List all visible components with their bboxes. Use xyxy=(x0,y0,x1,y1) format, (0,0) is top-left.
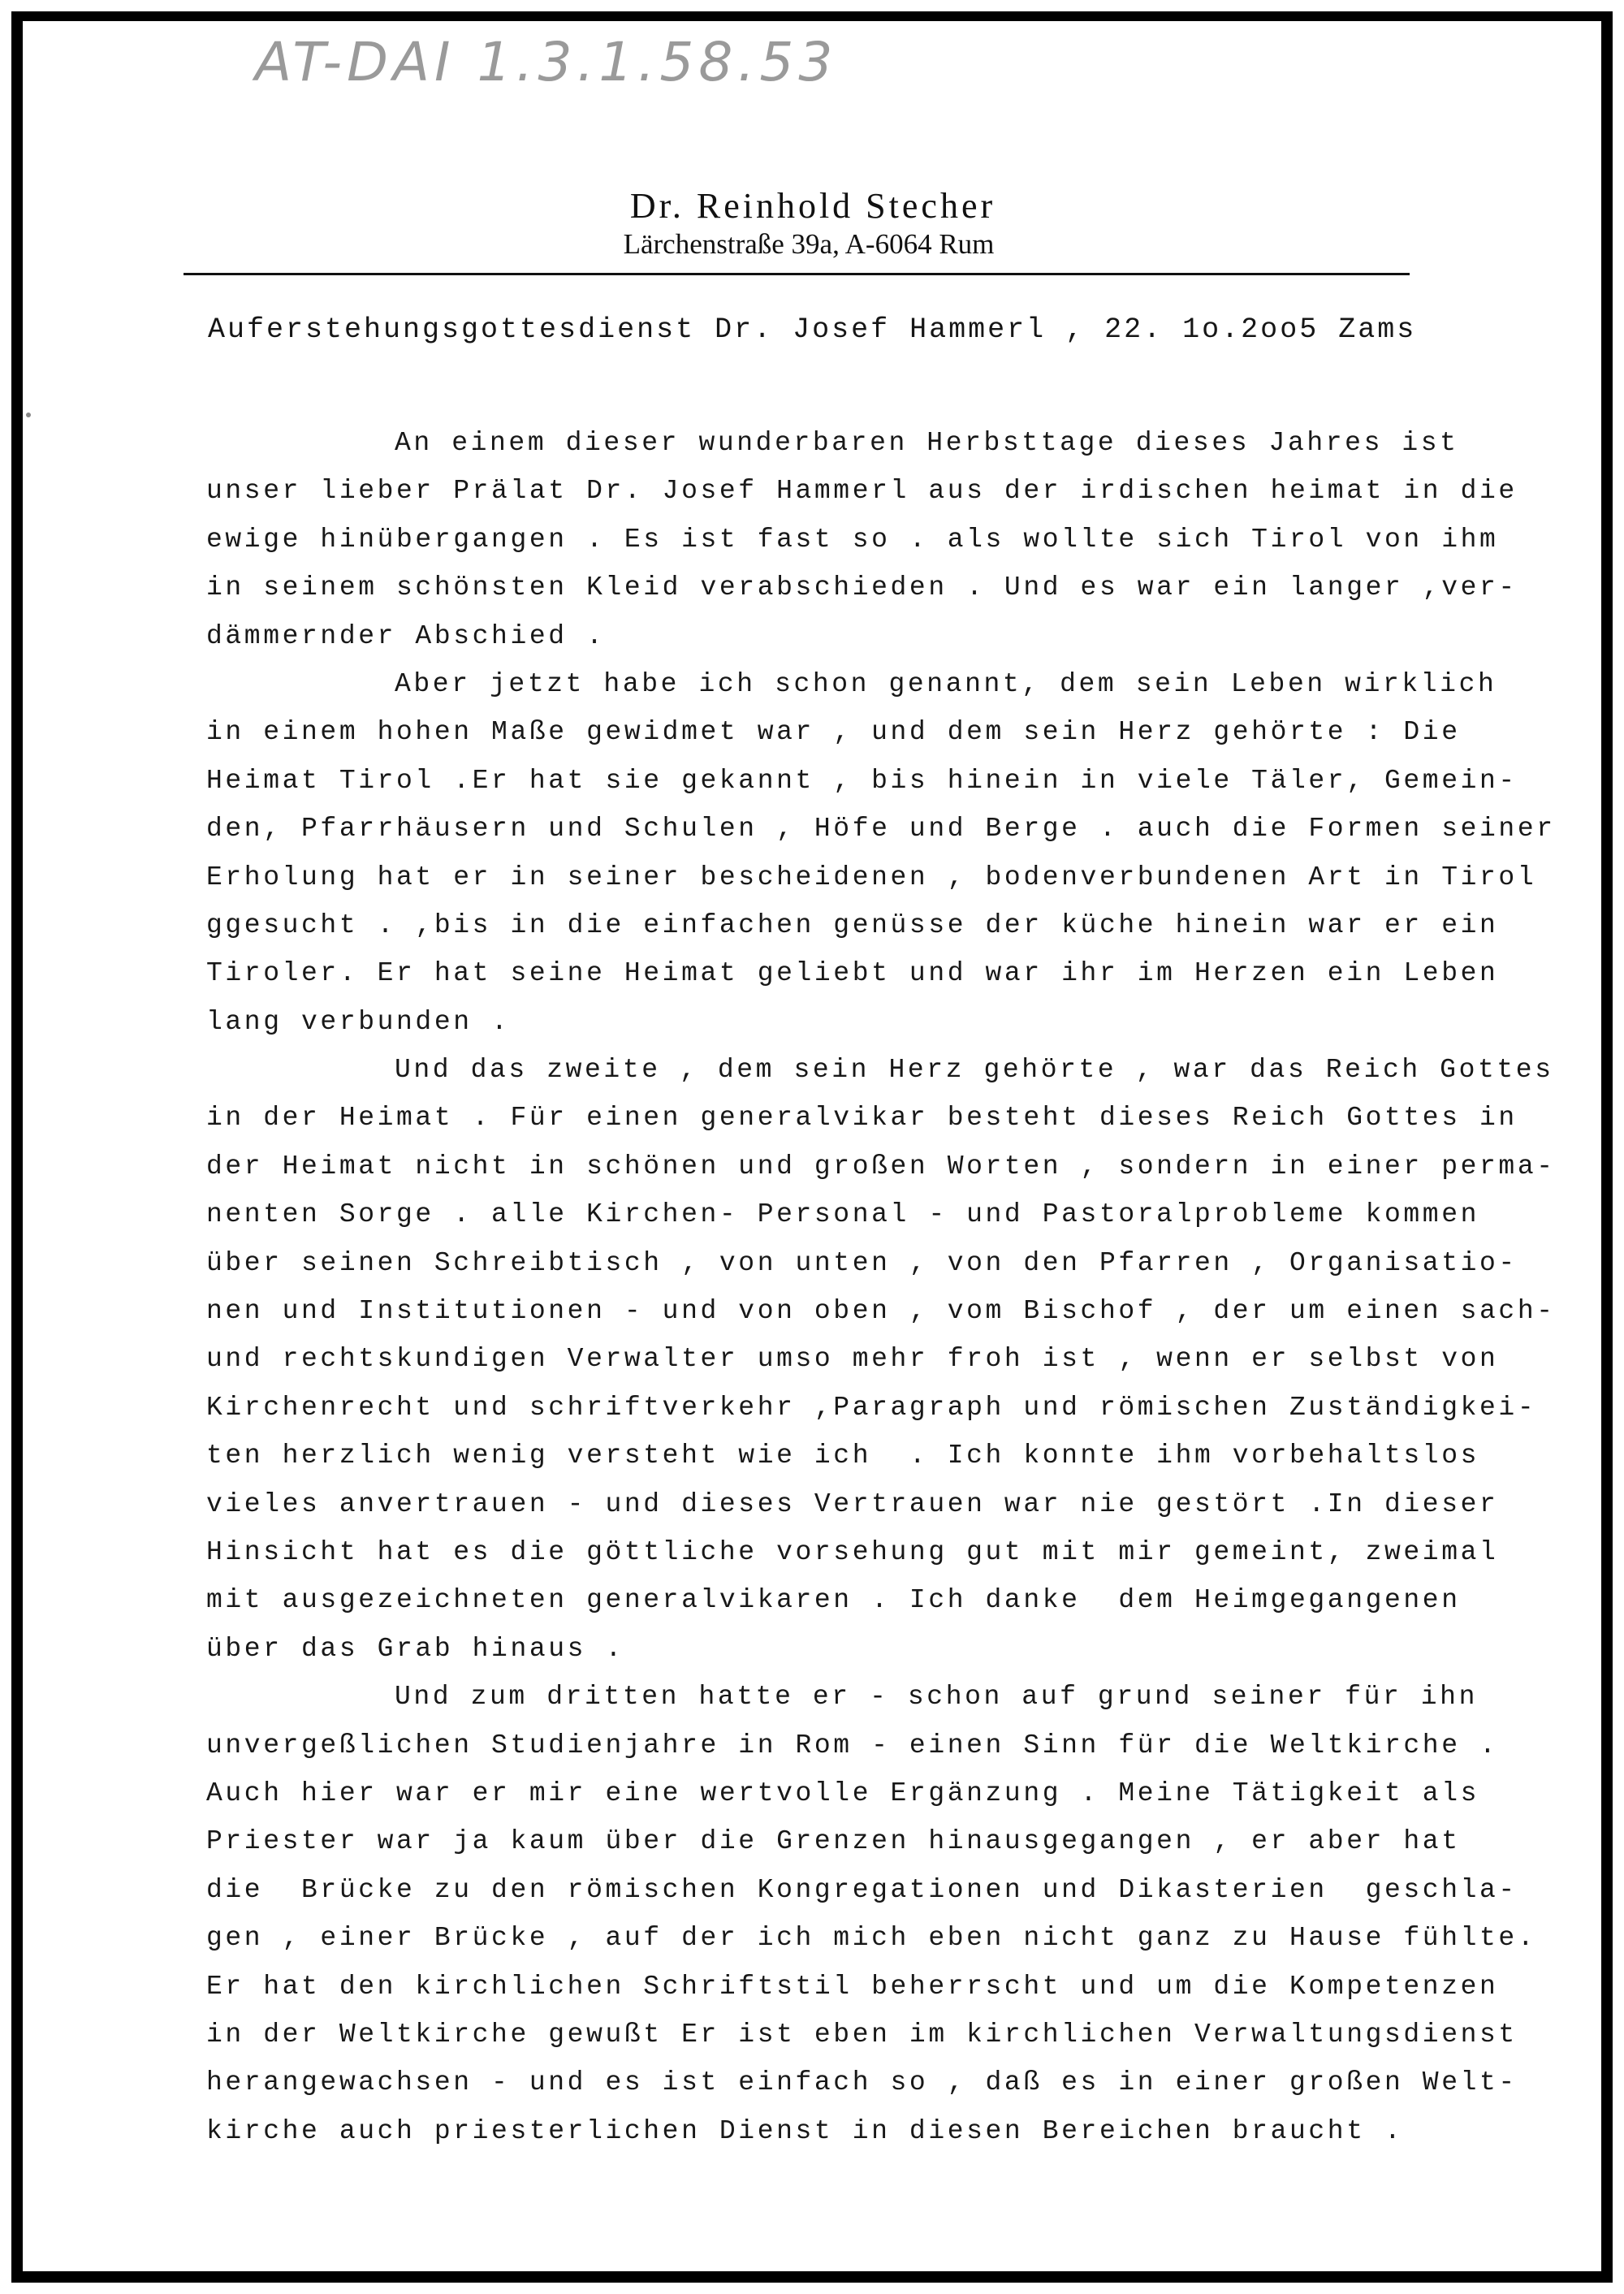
body-line: ggesucht . ,bis in die einfachen genüsse der küche hinein war er ein xyxy=(206,909,1499,940)
body-line: vieles anvertrauen - und dieses Vertrauen war nie gestört .In dieser xyxy=(206,1488,1499,1519)
body-line: die Brücke zu den römischen Kongregationen und Dikasterien geschla- xyxy=(206,1874,1518,1905)
body-line: Heimat Tirol .Er hat sie gekannt , bis hinein in viele Täler, Gemein- xyxy=(206,765,1518,796)
body-line: Aber jetzt habe ich schon genannt, dem sein Leben wirklich xyxy=(395,668,1497,699)
body-line: Er hat den kirchlichen Schriftstil beherrscht und um die Kompetenzen xyxy=(206,1971,1499,2002)
body-line: und rechtskundigen Verwalter umso mehr froh ist , wenn er selbst von xyxy=(206,1344,1499,1375)
body-line: An einem dieser wunderbaren Herbsttage dieses Jahres ist xyxy=(395,428,1459,458)
body-line: über seinen Schreibtisch , von unten , von den Pfarren , Organisatio- xyxy=(206,1247,1518,1278)
body-line: kirche auch priesterlichen Dienst in diesen Bereichen braucht . xyxy=(206,2115,1404,2146)
body-line: gen , einer Brücke , auf der ich mich eben nicht ganz zu Hause fühlte. xyxy=(206,1923,1537,1954)
body-line: ewige hinübergangen . Es ist fast so . als wollte sich Tirol von ihm xyxy=(206,524,1499,555)
scan-speck xyxy=(26,413,31,417)
body-line: den, Pfarrhäusern und Schulen , Höfe und Berge . auch die Formen seiner xyxy=(206,814,1556,845)
body-line: Priester war ja kaum über die Grenzen hinausgegangen , er aber hat xyxy=(206,1826,1461,1857)
body-line: in seinem schönsten Kleid verabschieden . Und es war ein langer ,ver- xyxy=(206,572,1518,603)
body-line: unvergeßlichen Studienjahre in Rom - einen Sinn für die Weltkirche . xyxy=(206,1730,1499,1760)
body-line: in einem hohen Maße gewidmet war , und dem sein Herz gehörte : Die xyxy=(206,717,1461,748)
body-line: nen und Institutionen - und von oben , vom Bischof , der um einen sach- xyxy=(206,1296,1556,1327)
body-line: ten herzlich wenig versteht wie ich . Ich konnte ihm vorbehaltslos xyxy=(206,1441,1480,1471)
body-line: der Heimat nicht in schönen und großen Worten , sondern in einer perma- xyxy=(206,1151,1556,1182)
body-line: Und zum dritten hatte er - schon auf grund seiner für ihn xyxy=(395,1682,1478,1713)
body-line: Auch hier war er mir eine wertvolle Ergänzung . Meine Tätigkeit als xyxy=(206,1778,1480,1808)
body-line: über das Grab hinaus . xyxy=(206,1633,624,1664)
body-line: in der Weltkirche gewußt Er ist eben im kirchlichen Verwaltungsdienst xyxy=(206,2019,1518,2050)
body-line: dämmernder Abschied . xyxy=(206,620,606,651)
document-title: Auferstehungsgottesdienst Dr. Josef Hammerl , 22. 1o.2oo5 Zams xyxy=(208,313,1417,346)
body-line: lang verbunden . xyxy=(206,1006,511,1037)
body-line: unser lieber Prälat Dr. Josef Hammerl aus der irdischen heimat in die xyxy=(206,476,1518,507)
body-line: Erholung hat er in seiner bescheidenen , bodenverbundenen Art in Tirol xyxy=(206,862,1537,892)
body-line: in der Heimat . Für einen generalvikar besteht dieses Reich Gottes in xyxy=(206,1103,1518,1134)
body-line: nenten Sorge . alle Kirchen- Personal - und Pastoralprobleme kommen xyxy=(206,1199,1480,1230)
body-line: Und das zweite , dem sein Herz gehörte , war das Reich Gottes xyxy=(395,1055,1554,1086)
body-line: Tiroler. Er hat seine Heimat geliebt und war ihr im Herzen ein Leben xyxy=(206,958,1499,989)
letterhead-address: Lärchenstraße 39a, A-6064 Rum xyxy=(623,228,995,260)
letterhead-name: Dr. Reinhold Stecher xyxy=(629,186,996,226)
archive-signature-mark: AT-DAI 1.3.1.58.53 xyxy=(255,31,838,93)
body-line: mit ausgezeichneten generalvikaren . Ich danke dem Heimgegangenen xyxy=(206,1585,1461,1616)
body-line: Kirchenrecht und schriftverkehr ,Paragraph und römischen Zuständigkei- xyxy=(206,1392,1537,1423)
body-text xyxy=(206,419,1587,2155)
body-line: Hinsicht hat es die göttliche vorsehung gut mit mir gemeint, zweimal xyxy=(206,1536,1499,1567)
letterhead xyxy=(184,185,1410,261)
body-line: herangewachsen - und es ist einfach so , daß es in einer großen Welt- xyxy=(206,2067,1518,2098)
letterhead-rule xyxy=(184,273,1410,275)
